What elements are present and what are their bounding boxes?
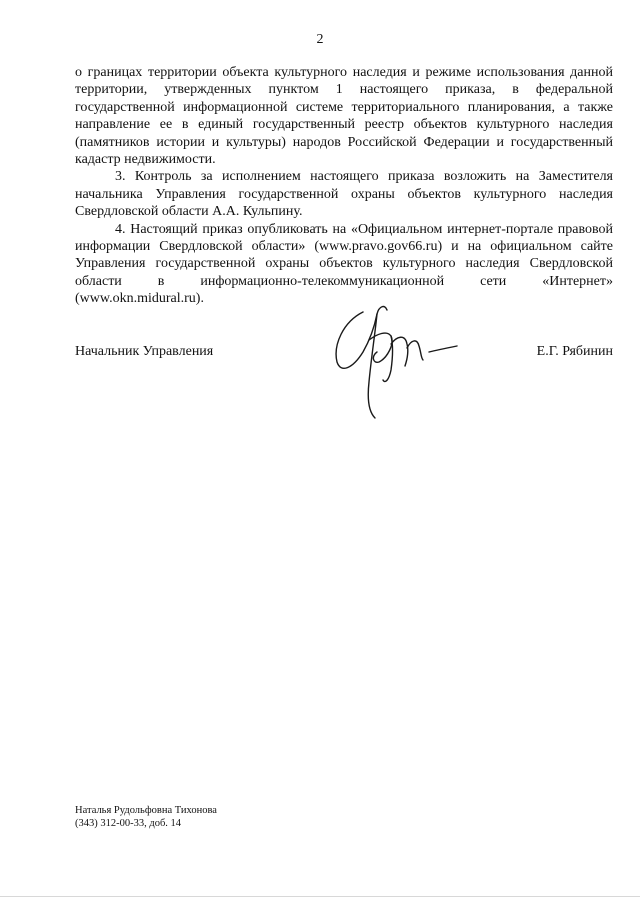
signatory-title: Начальник Управления: [75, 344, 214, 359]
paragraph-item-3: 3. Контроль за исполнением настоящего приказа возложить на Заместителя начальника Управления государственной охраны объектов культурного наследия Свердловской области А.А. Кульпину.: [75, 169, 613, 220]
paragraph-continuation: о границах территории объекта культурного наследия и режиме использования данной территории, утвержденных пунктом 1 настоящего приказа, в федеральной государственной информационной системе территориального планирования, а также направление ее в единый государственный реестр объектов культурного наследия (памятников истории и культуры) народов Российской Федерации и государственный кадастр недвижимости.: [75, 65, 613, 168]
executor-name: Наталья Рудольфовна Тихонова: [75, 805, 217, 816]
page-number: 2: [316, 32, 324, 47]
paragraph-item-4: 4. Настоящий приказ опубликовать на «Официальном интернет-портале правовой информации Свердловской области» (www.pravo.gov66.ru) и на официальном сайте Управления государственной охраны объектов культурного наследия Свердловской области в информационно-телекоммуникационной сети «Интернет» (www.okn.midural.ru).: [75, 221, 613, 307]
executor-info: [75, 804, 217, 830]
signatory-name: Е.Г. Рябинин: [536, 344, 613, 359]
executor-phone: (343) 312-00-33, доб. 14: [75, 818, 182, 829]
document-body: [75, 64, 613, 308]
scan-edge-divider: [0, 896, 640, 897]
handwritten-signature: [325, 300, 465, 425]
